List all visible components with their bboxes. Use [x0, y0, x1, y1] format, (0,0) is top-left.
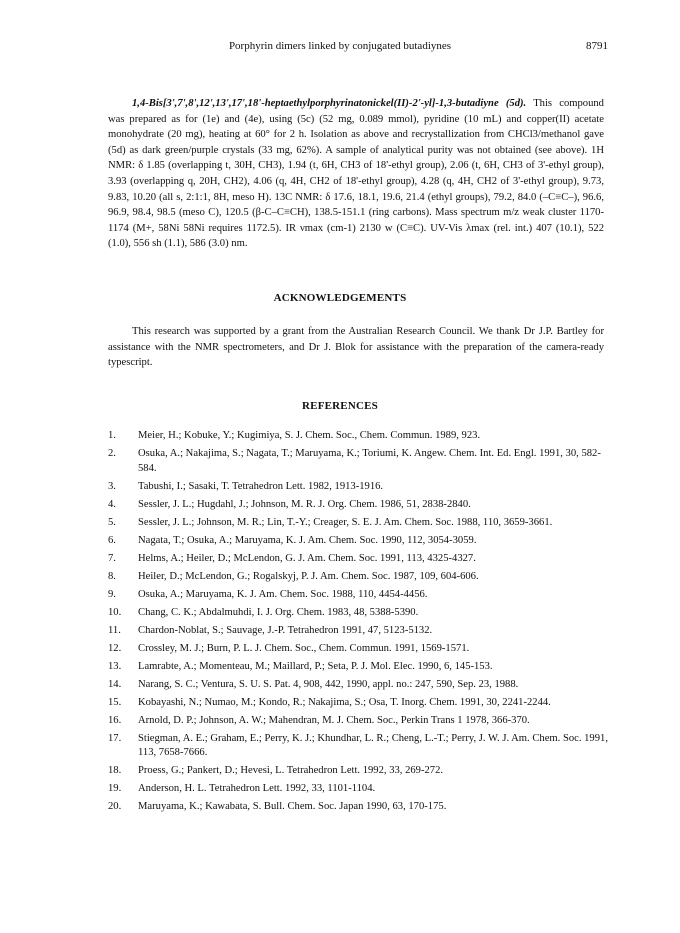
reference-number: 7.: [108, 552, 116, 564]
reference-number: 10.: [108, 606, 122, 618]
compound-title: 1,4-Bis[3',7',8',12',13',17',18'-heptaethylporphyrinatonickel(II)-2'-yl]-1,3-butadiyne (5d).: [132, 98, 527, 109]
reference-number: 16.: [108, 714, 122, 726]
reference-text: Narang, S. C.; Ventura, S. U. S. Pat. 4, 908, 442, 1990, appl. no.: 247, 590, Sep. 23, 1988.: [138, 678, 519, 690]
reference-number: 20.: [108, 801, 122, 812]
reference-text: Lamrabte, A.; Momenteau, M.; Maillard, P.; Seta, P. J. Mol. Elec. 1990, 6, 145-153.: [138, 660, 493, 672]
acknowledgements-heading: ACKNOWLEDGEMENTS: [273, 292, 407, 304]
reference-item: [108, 534, 612, 549]
reference-number: 17.: [108, 732, 122, 744]
reference-item: [108, 714, 612, 729]
reference-number: 14.: [108, 678, 122, 690]
references-heading: REFERENCES: [302, 400, 378, 412]
reference-number: 4.: [108, 498, 116, 510]
acknowledgements-paragraph: [108, 324, 604, 371]
page-number: 8791: [586, 40, 608, 52]
reference-number: 15.: [108, 696, 122, 708]
reference-item: [108, 498, 612, 513]
reference-list: [108, 429, 612, 818]
reference-number: 1.: [108, 430, 116, 441]
reference-item: [108, 588, 612, 603]
reference-item: [108, 678, 612, 693]
reference-number: 18.: [108, 765, 122, 776]
reference-item: [108, 782, 612, 797]
reference-item: [108, 764, 612, 779]
reference-number: 13.: [108, 660, 122, 672]
reference-text: Maruyama, K.; Kawabata, S. Bull. Chem. Soc. Japan 1990, 63, 170-175.: [138, 801, 447, 812]
reference-item: [108, 480, 612, 495]
reference-item: [108, 570, 612, 585]
reference-item: [108, 447, 612, 476]
reference-text: Heiler, D.; McLendon, G.; Rogalskyj, P. J. Am. Chem. Soc. 1987, 109, 604-606.: [138, 570, 479, 582]
reference-number: 8.: [108, 570, 116, 582]
reference-number: 5.: [108, 516, 116, 528]
reference-number: 6.: [108, 534, 116, 546]
reference-text: Osuka, A.; Nakajima, S.; Nagata, T.; Maruyama, K.; Toriumi, K. Angew. Chem. Int. Ed. Engl. 1991, 30, 582-584.: [138, 448, 601, 474]
reference-text: Stiegman, A. E.; Graham, E.; Perry, K. J.; Khundhar, L. R.; Cheng, L.-T.; Perry, J. W. J. Am. Chem. Soc. 1991, 113, 7658-7666.: [138, 732, 608, 758]
experimental-paragraph: [108, 96, 604, 252]
reference-item: [108, 696, 612, 711]
reference-text: Helms, A.; Heiler, D.; McLendon, G. J. Am. Chem. Soc. 1991, 113, 4325-4327.: [138, 552, 476, 564]
reference-item: [108, 429, 612, 444]
reference-number: 2.: [108, 448, 116, 459]
reference-item: [108, 552, 612, 567]
reference-number: 3.: [108, 480, 116, 492]
running-title: Porphyrin dimers linked by conjugated butadiynes: [228, 40, 452, 52]
reference-item: [108, 732, 612, 761]
reference-item: [108, 624, 612, 639]
reference-text: Sessler, J. L.; Hugdahl, J.; Johnson, M. R. J. Org. Chem. 1986, 51, 2838-2840.: [138, 498, 471, 510]
reference-item: [108, 516, 612, 531]
reference-item: [108, 642, 612, 657]
reference-number: 12.: [108, 642, 122, 654]
reference-item: [108, 800, 612, 815]
reference-text: Tabushi, I.; Sasaki, T. Tetrahedron Lett. 1982, 1913-1916.: [138, 480, 384, 492]
reference-number: 11.: [108, 624, 121, 636]
reference-text: Anderson, H. L. Tetrahedron Lett. 1992, 33, 1101-1104.: [138, 783, 376, 794]
reference-text: Kobayashi, N.; Numao, M.; Kondo, R.; Nakajima, S.; Osa, T. Inorg. Chem. 1991, 30, 2241-2244.: [138, 696, 551, 708]
reference-number: 19.: [108, 783, 122, 794]
experimental-text: This compound was prepared as for (1e) and (4e), using (5c) (52 mg, 0.089 mmol), pyridine (10 mL) and copper(II) acetate monohydrate (20 mg), heating at 60° for 2 h. Isolation as above and recrystallization from CHCl3/methanol gave (5d) as dark green/purple crystals (33 mg, 62%). A sample of analytical purity was not obtained (see above). 1H NMR: δ 1.85 (overlapping t, 30H, CH3), 1.94 (t, 6H, CH3 of 18'-ethyl group), 2.06 (t, 6H, CH3 of 3'-ethyl group), 3.93 (overlapping q, 20H, CH2), 4.06 (q, 4H, CH2 of 18'-ethyl group), 4.28 (q, 4H, CH2 of 3'-ethyl group), 9.73, 9.83, 10.20 (all s, 2:1:1, 8H, meso H). 13C NMR: δ 17.6, 18.1, 19.6, 21.4 (ethyl groups), 79.2, 84.0 (–C≡C–), 96.6, 96.9, 98.4, 98.5 (meso C), 120.5 (β-C–C≡CH), 138.5-151.1 (ring carbons). Mass spectrum m/z weak cluster 1170-1174 (M+, 58Ni 58Ni requires 1172.5). IR νmax (cm-1) 2130 w (C≡C). UV-Vis λmax (rel. int.) 407 (10.1), 522 (1.0), 556 sh (1.1), 586 (3.0) nm.: [108, 98, 604, 250]
reference-text: Chardon-Noblat, S.; Sauvage, J.-P. Tetrahedron 1991, 47, 5123-5132.: [138, 624, 433, 636]
reference-text: Chang, C. K.; Abdalmuhdi, I. J. Org. Chem. 1983, 48, 5388-5390.: [138, 606, 419, 618]
reference-text: Crossley, M. J.; Burn, P. L. J. Chem. Soc., Chem. Commun. 1991, 1569-1571.: [138, 642, 470, 654]
reference-item: [108, 660, 612, 675]
reference-number: 9.: [108, 588, 116, 600]
reference-text: Meier, H.; Kobuke, Y.; Kugimiya, S. J. Chem. Soc., Chem. Commun. 1989, 923.: [138, 430, 481, 441]
reference-text: Osuka, A.; Maruyama, K. J. Am. Chem. Soc. 1988, 110, 4454-4456.: [138, 588, 428, 600]
reference-text: Proess, G.; Pankert, D.; Hevesi, L. Tetrahedron Lett. 1992, 33, 269-272.: [138, 765, 444, 776]
reference-text: Sessler, J. L.; Johnson, M. R.; Lin, T.-Y.; Creager, S. E. J. Am. Chem. Soc. 1988, 110, 3659-3661.: [138, 516, 553, 528]
acknowledgements-text: This research was supported by a grant from the Australian Research Council. We thank Dr J.P. Bartley for assistance with the NMR spectrometers, and Dr J. Blok for assistance with the preparation of the camera-ready typescript.: [108, 326, 604, 369]
reference-text: Arnold, D. P.; Johnson, A. W.; Mahendran, M. J. Chem. Soc., Perkin Trans 1 1978, 366-370.: [138, 714, 530, 726]
reference-text: Nagata, T.; Osuka, A.; Maruyama, K. J. Am. Chem. Soc. 1990, 112, 3054-3059.: [138, 534, 477, 546]
reference-item: [108, 606, 612, 621]
